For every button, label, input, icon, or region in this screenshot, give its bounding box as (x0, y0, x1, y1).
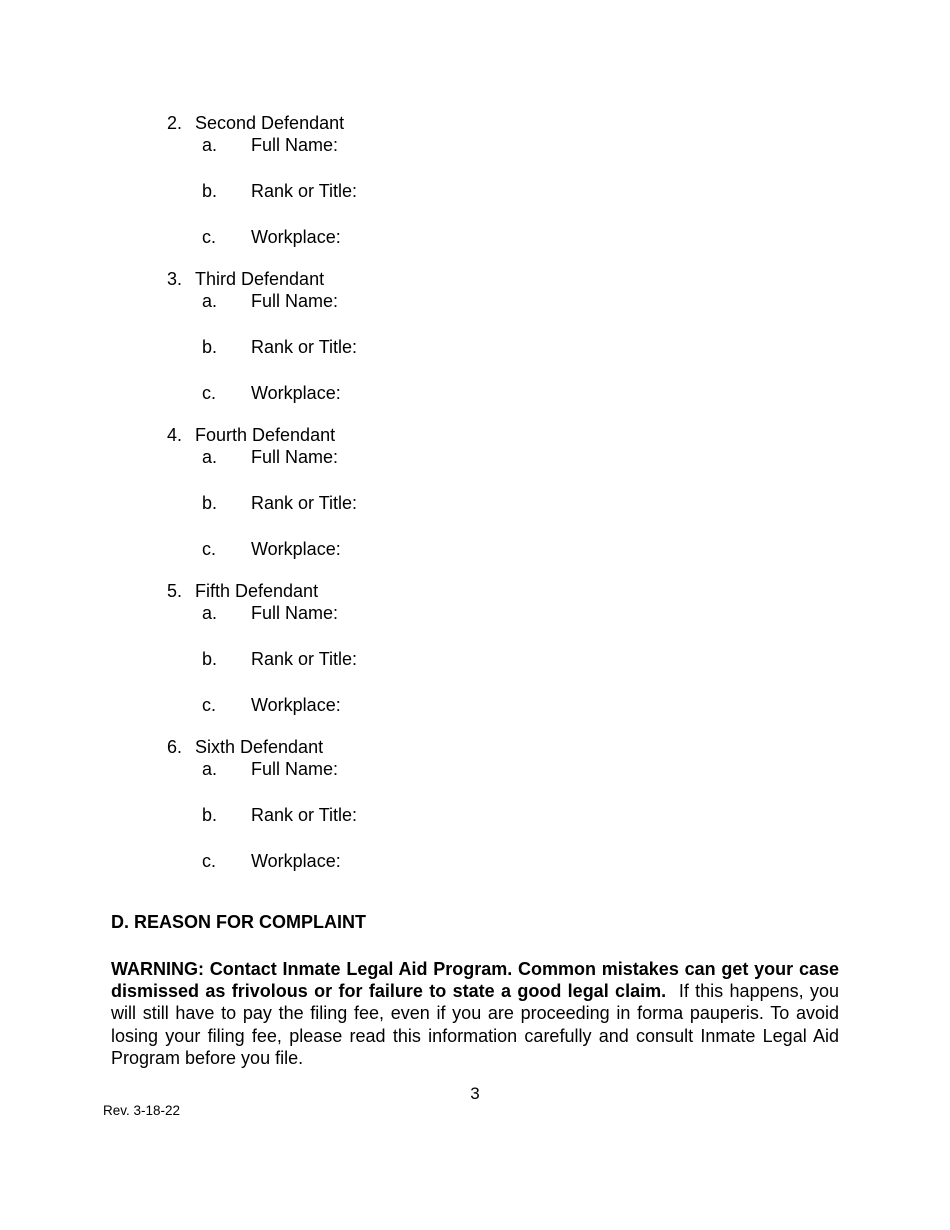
defendant-heading (167, 424, 767, 446)
defendant-item-5 (167, 580, 767, 716)
field-label: Workplace: (251, 695, 341, 715)
section-heading: D. REASON FOR COMPLAINT (111, 912, 366, 932)
defendant-field-full-name (202, 758, 767, 780)
defendant-item-2 (167, 112, 767, 248)
field-label: Rank or Title: (251, 649, 358, 669)
defendant-field-rank-or-title (202, 648, 767, 670)
field-letter: c. (202, 227, 217, 247)
field-label: Full Name: (251, 291, 339, 311)
defendant-number: 3. (167, 269, 183, 289)
page-number: 3 (470, 1084, 480, 1103)
defendant-number: 6. (167, 737, 183, 757)
field-letter: b. (202, 337, 218, 357)
field-label: Workplace: (251, 539, 341, 559)
revision-date: Rev. 3-18-22 (103, 1103, 181, 1118)
warning-paragraph (111, 958, 839, 1069)
defendant-heading (167, 268, 767, 290)
defendant-number: 5. (167, 581, 183, 601)
field-label: Full Name: (251, 447, 339, 467)
field-letter: a. (202, 291, 218, 311)
defendant-title: Fifth Defendant (195, 581, 319, 601)
defendant-field-full-name (202, 602, 767, 624)
defendant-field-rank-or-title (202, 804, 767, 826)
defendant-title: Third Defendant (195, 269, 325, 289)
defendant-heading (167, 112, 767, 134)
defendant-title: Sixth Defendant (195, 737, 324, 757)
field-letter: b. (202, 805, 218, 825)
defendant-field-workplace (202, 538, 767, 560)
defendant-field-full-name (202, 290, 767, 312)
defendant-item-6 (167, 736, 767, 872)
defendant-field-workplace (202, 850, 767, 872)
field-letter: b. (202, 181, 218, 201)
field-label: Full Name: (251, 135, 339, 155)
defendant-field-workplace (202, 226, 767, 248)
defendant-list (167, 112, 767, 872)
field-label: Full Name: (251, 603, 339, 623)
defendant-field-rank-or-title (202, 492, 767, 514)
field-label: Workplace: (251, 227, 341, 247)
field-label: Workplace: (251, 851, 341, 871)
defendant-number: 2. (167, 113, 183, 133)
defendant-field-workplace (202, 382, 767, 404)
defendant-title: Fourth Defendant (195, 425, 336, 445)
defendant-number: 4. (167, 425, 183, 445)
defendant-title: Second Defendant (195, 113, 345, 133)
defendant-heading (167, 736, 767, 758)
defendant-heading (167, 580, 767, 602)
field-label: Rank or Title: (251, 493, 358, 513)
field-label: Rank or Title: (251, 181, 358, 201)
field-label: Full Name: (251, 759, 339, 779)
field-letter: a. (202, 447, 218, 467)
field-letter: c. (202, 851, 217, 871)
warning-text: If this happens, you will still have to pay the filing fee, even if you are proceeding in forma pauperis. To avoid losing your filing fee, please read this information carefully and consult Inmate Legal Aid Program before you file. (111, 981, 839, 1068)
warning-bold-text: WARNING: Contact Inmate Legal Aid Program. Common mistakes can get your case dismissed as frivolous or for failure to state a good legal claim. (111, 959, 839, 1002)
field-letter: b. (202, 649, 218, 669)
defendant-field-rank-or-title (202, 180, 767, 202)
defendant-item-3 (167, 268, 767, 404)
field-letter: c. (202, 383, 217, 403)
field-letter: c. (202, 695, 217, 715)
defendant-field-full-name (202, 446, 767, 468)
field-letter: a. (202, 135, 218, 155)
defendant-field-full-name (202, 134, 767, 156)
defendant-item-4 (167, 424, 767, 560)
field-letter: c. (202, 539, 217, 559)
field-label: Rank or Title: (251, 805, 358, 825)
defendant-field-workplace (202, 694, 767, 716)
field-letter: b. (202, 493, 218, 513)
field-letter: a. (202, 603, 218, 623)
field-letter: a. (202, 759, 218, 779)
defendant-field-rank-or-title (202, 336, 767, 358)
field-label: Workplace: (251, 383, 341, 403)
field-label: Rank or Title: (251, 337, 358, 357)
